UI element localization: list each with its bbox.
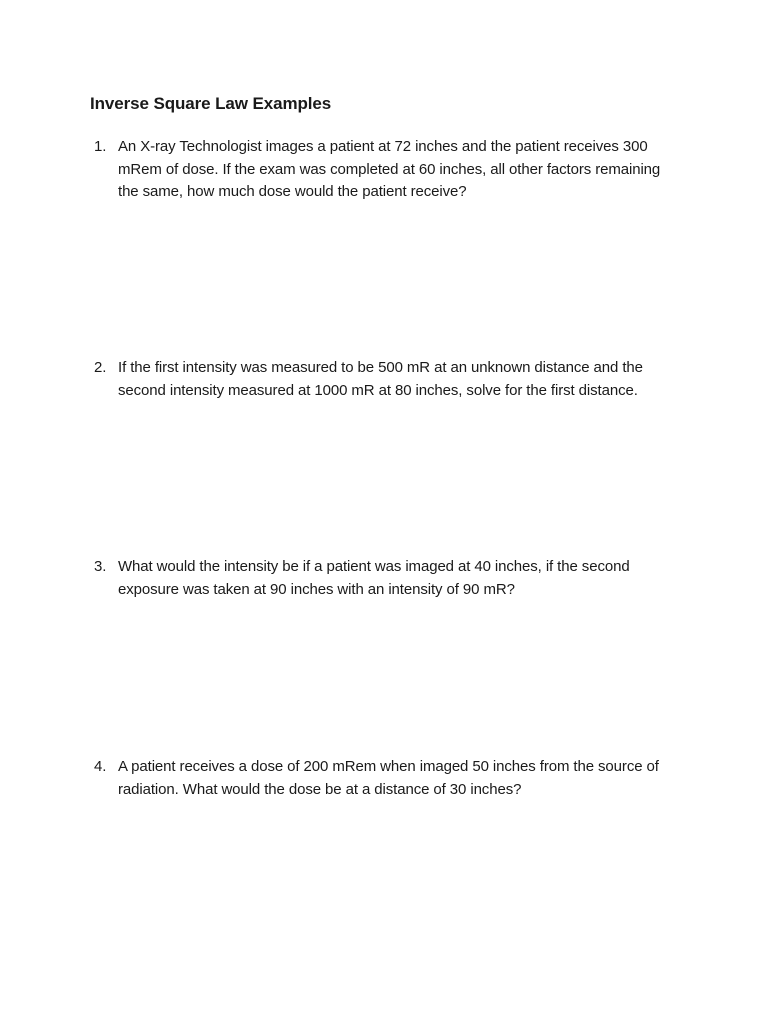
question-2 — [94, 357, 684, 402]
question-1 — [94, 136, 684, 204]
question-text: If the first intensity was measured to be 500 mR at an unknown distance and the second intensity measured at 1000 mR at 80 inches, solve for the first distance. — [118, 359, 643, 399]
question-3 — [94, 556, 684, 601]
question-number: 4. — [94, 758, 107, 775]
question-text: An X-ray Technologist images a patient at 72 inches and the patient receives 300 mRem of dose. If the exam was completed at 60 inches, all other factors remaining the same, how much dose would the patient receive? — [118, 138, 661, 200]
question-number: 2. — [94, 359, 107, 376]
question-text: A patient receives a dose of 200 mRem when imaged 50 inches from the source of radiation. What would the dose be at a distance of 30 inches? — [118, 758, 659, 798]
question-text: What would the intensity be if a patient was imaged at 40 inches, if the second exposure was taken at 90 inches with an intensity of 90 mR? — [118, 558, 630, 598]
question-number: 3. — [94, 558, 107, 575]
question-4 — [94, 756, 684, 801]
question-number: 1. — [94, 138, 107, 155]
page-title: Inverse Square Law Examples — [90, 94, 332, 113]
